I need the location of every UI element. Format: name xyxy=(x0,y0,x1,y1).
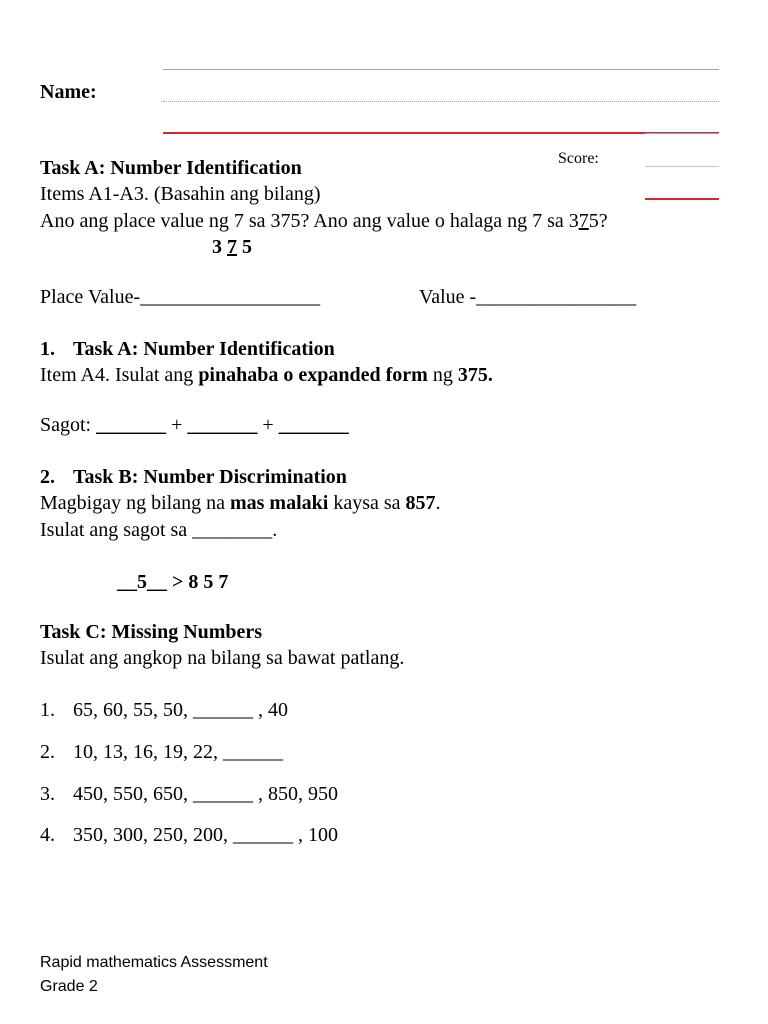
place-value-field[interactable]: Place Value-__________________ xyxy=(40,286,321,308)
footer-line-1: Rapid mathematics Assessment xyxy=(40,954,268,971)
underlined-digit-7: 7 xyxy=(227,236,237,258)
task-b-title xyxy=(40,465,347,489)
task-a4-instruction: Item A4. Isulat ang pinahaba o expanded form ng 375. xyxy=(40,364,493,386)
list-item[interactable]: 3. 450, 550, 650, ______ , 850, 950 xyxy=(40,783,338,805)
task-a4-title xyxy=(40,337,335,361)
answer-row: Sagot: _______ + _______ + _______ xyxy=(40,414,349,436)
name-label: Name: xyxy=(40,81,97,103)
task-a-items: Items A1-A3. (Basahin ang bilang) xyxy=(40,183,321,205)
list-number: 2. xyxy=(40,466,55,488)
list-number: 1. xyxy=(40,338,55,360)
score-label: Score: xyxy=(558,150,599,167)
task-a-title: Task A: Number Identification xyxy=(40,157,302,179)
task-b-instruction-2: Isulat ang sagot sa ________. xyxy=(40,519,278,541)
list-item[interactable]: 2. 10, 13, 16, 19, 22, ______ xyxy=(40,741,283,763)
value-field[interactable]: Value -________________ xyxy=(419,286,637,308)
name-line-red xyxy=(163,132,719,134)
number-375: 3 7 5 xyxy=(212,236,252,258)
list-item[interactable]: 4. 350, 300, 250, 200, ______ , 100 xyxy=(40,824,338,846)
score-line-red xyxy=(645,198,719,200)
comparison-answer[interactable]: __5__ > 8 5 7 xyxy=(117,571,229,593)
list-item[interactable]: 1. 65, 60, 55, 50, ______ , 40 xyxy=(40,699,288,721)
task-c-title: Task C: Missing Numbers xyxy=(40,621,263,643)
answer-blank-1[interactable]: _______ xyxy=(96,414,167,436)
question-end: 5? xyxy=(588,210,608,232)
answer-label: Sagot: xyxy=(40,414,97,436)
answer-blank-2[interactable]: _______ xyxy=(187,414,258,436)
task-b-instruction: Magbigay ng bilang na mas malaki kaysa sa 857. xyxy=(40,492,441,514)
section-title: Task B: Number Discrimination xyxy=(73,466,347,488)
task-a-question xyxy=(40,209,608,233)
score-line-gray xyxy=(645,166,719,167)
section-title: Task A: Number Identification xyxy=(73,338,335,360)
footer-line-2: Grade 2 xyxy=(40,978,98,995)
answer-blank-3[interactable]: _______ xyxy=(278,414,349,436)
question-text: Ano ang place value ng 7 sa 375? Ano ang value o halaga ng 7 sa 3 xyxy=(40,210,579,232)
name-line-top xyxy=(163,69,719,70)
task-c-instruction: Isulat ang angkop na bilang sa bawat patlang. xyxy=(40,647,405,669)
question-underlined-digit: 7 xyxy=(578,210,589,232)
name-line-dotted xyxy=(163,101,719,102)
score-line-blue xyxy=(645,133,719,134)
